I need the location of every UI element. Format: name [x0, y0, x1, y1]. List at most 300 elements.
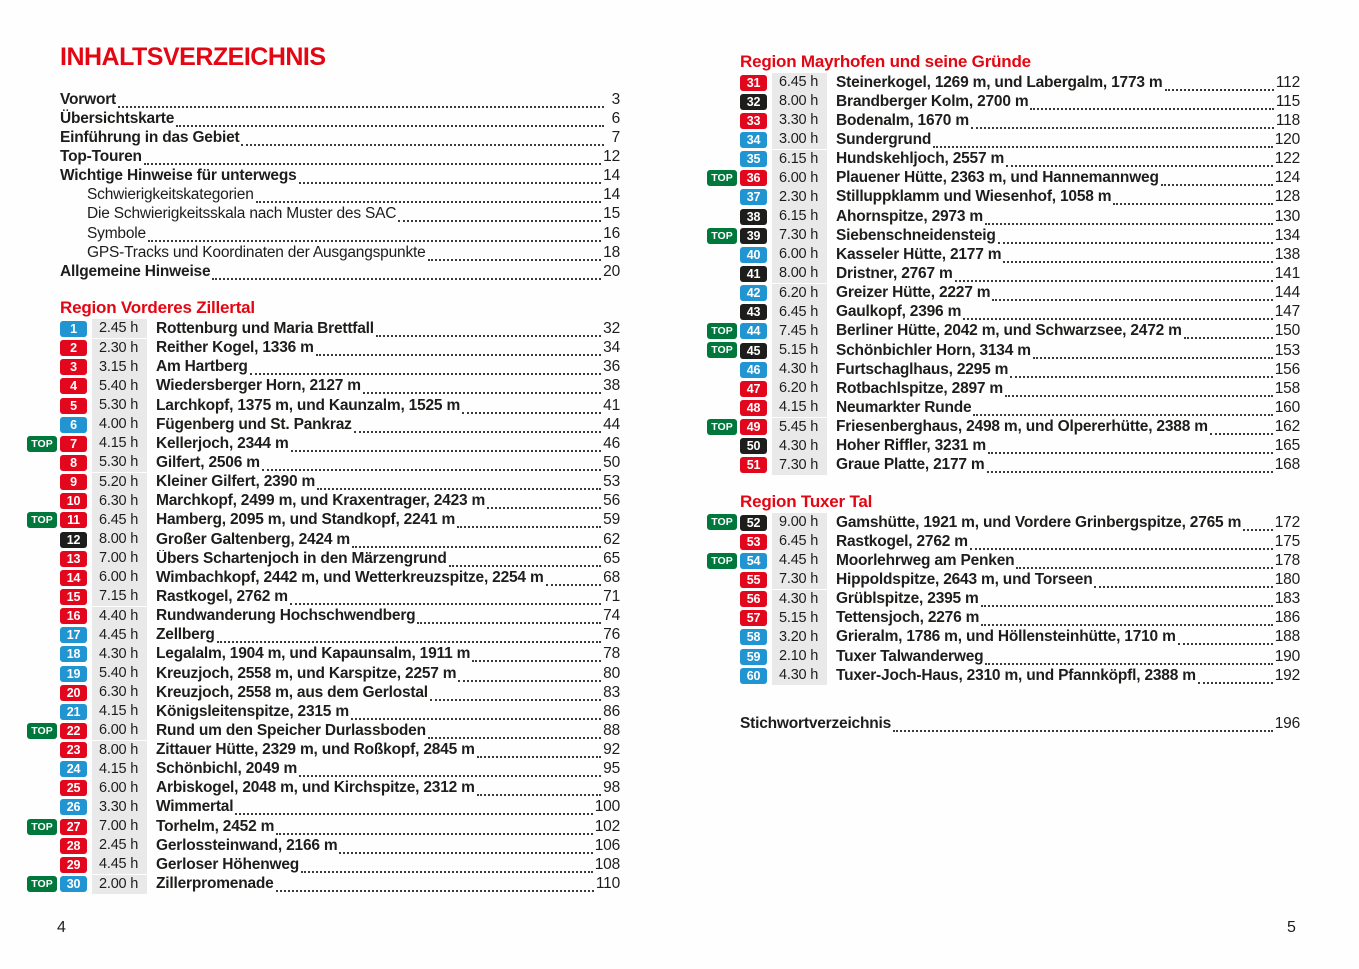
tour-row — [740, 532, 1300, 551]
tour-title: Gilfert, 2506 m — [156, 453, 260, 471]
leader-dots — [212, 264, 601, 280]
leader-dots — [417, 608, 601, 624]
leader-dots — [1184, 323, 1273, 339]
tour-page-number: 95 — [603, 760, 620, 778]
tour-duration: 2.30 h — [772, 188, 827, 207]
tour-row — [740, 284, 1300, 303]
toc-entry-page-number: 14 — [603, 186, 620, 204]
tour-title: Friesenberghaus, 2498 m, und Olpererhütte, 2388 m — [836, 418, 1208, 436]
tour-page-number: 46 — [603, 434, 620, 452]
tour-page-number: 183 — [1274, 590, 1300, 608]
tour-duration: 6.00 h — [92, 721, 147, 740]
top-badge: TOP — [707, 342, 737, 358]
tour-number-badge: 2 — [60, 340, 87, 356]
index-page-number: 196 — [1274, 714, 1300, 732]
tour-row — [60, 855, 620, 874]
tour-duration: 4.45 h — [92, 855, 147, 874]
leader-dots — [398, 206, 601, 222]
tour-row — [60, 798, 620, 817]
tour-page-number: 115 — [1275, 92, 1300, 110]
leader-dots — [351, 704, 601, 720]
tour-number-badge: 17 — [60, 627, 87, 643]
toc-entry-page-number: 18 — [603, 243, 620, 261]
tour-title: Legalalm, 1904 m, und Kapaunsalm, 1911 m — [156, 645, 471, 663]
leader-dots — [1165, 75, 1274, 91]
tour-page-number: 118 — [1275, 111, 1300, 129]
leader-dots — [472, 646, 601, 662]
toc-entry — [60, 147, 620, 166]
toc-entry-label: Allgemeine Hinweise — [60, 262, 211, 280]
tour-number-badge: 57 — [740, 610, 767, 626]
tour-page-number: 186 — [1274, 609, 1300, 627]
tour-row — [711, 322, 1300, 341]
leader-dots — [217, 627, 601, 643]
tour-title: Grieralm, 1786 m, und Höllensteinhütte, 1710 m — [836, 628, 1176, 646]
top-badge: TOP — [707, 419, 737, 435]
leader-dots — [339, 838, 592, 854]
toc-entry — [60, 262, 620, 281]
leader-dots — [317, 474, 601, 490]
tour-page-number: 86 — [603, 702, 620, 720]
tour-row — [31, 434, 620, 453]
tour-page-number: 88 — [603, 721, 620, 739]
toc-entry — [60, 128, 620, 147]
leader-dots — [241, 130, 604, 146]
leader-dots — [1010, 362, 1273, 378]
tour-duration: 3.20 h — [772, 628, 827, 647]
tour-row — [740, 456, 1300, 475]
tour-number-badge: 10 — [60, 493, 87, 509]
tour-duration: 7.30 h — [772, 226, 827, 245]
tour-row — [60, 626, 620, 645]
toc-entry-label: Top-Touren — [60, 147, 142, 165]
leader-dots — [276, 876, 594, 892]
tour-number-badge: 30 — [60, 876, 87, 892]
tour-title: Großer Galtenberg, 2424 m — [156, 530, 350, 548]
tour-page-number: 120 — [1274, 130, 1300, 148]
leader-dots — [430, 685, 601, 701]
leader-dots — [546, 570, 602, 586]
leader-dots — [316, 340, 601, 356]
tour-number-badge: 48 — [740, 400, 767, 416]
leader-dots — [963, 304, 1273, 320]
toc-entry-label: Schwierigkeitskategorien — [87, 186, 254, 204]
tour-duration: 7.15 h — [92, 587, 147, 606]
tour-title: Am Hartberg — [156, 358, 248, 376]
leader-dots — [301, 857, 593, 873]
leader-dots — [299, 761, 601, 777]
leader-dots — [1016, 553, 1272, 569]
tour-page-number: 172 — [1274, 513, 1300, 531]
tour-row — [740, 264, 1300, 283]
tour-duration: 2.10 h — [772, 647, 827, 666]
tour-number-badge: 9 — [60, 474, 87, 490]
toc-entry — [60, 109, 620, 128]
tour-number-badge: 12 — [60, 532, 87, 548]
tour-title: Greizer Hütte, 2227 m — [836, 284, 991, 302]
tour-title: Zittauer Hütte, 2329 m, und Roßkopf, 2845 m — [156, 741, 475, 759]
tour-title: Larchkopf, 1375 m, und Kaunzalm, 1525 m — [156, 396, 461, 414]
leader-dots — [973, 400, 1272, 416]
toc-entry-page-number: 3 — [611, 90, 620, 108]
region-heading: Region Vorderes Zillertal — [60, 298, 255, 318]
tour-row — [60, 587, 620, 606]
tour-duration: 5.30 h — [92, 453, 147, 472]
tour-title: Bodenalm, 1670 m — [836, 111, 969, 129]
sheet-page-number-left: 4 — [57, 919, 66, 936]
tour-page-number: 44 — [603, 415, 620, 433]
tour-row — [711, 551, 1300, 570]
tour-number-badge: 4 — [60, 378, 87, 394]
tour-title: Gaulkopf, 2396 m — [836, 303, 962, 321]
tour-duration: 4.30 h — [92, 645, 147, 664]
tour-page-number: 175 — [1274, 532, 1300, 550]
tour-number-badge: 33 — [740, 113, 767, 129]
tour-duration: 9.00 h — [772, 513, 827, 532]
tour-duration: 6.30 h — [92, 492, 147, 511]
leader-dots — [299, 168, 602, 184]
tour-page-number: 62 — [603, 530, 620, 548]
tour-duration: 6.20 h — [772, 379, 827, 398]
tour-page-number: 168 — [1274, 456, 1300, 474]
tour-duration: 6.45 h — [772, 303, 827, 322]
tour-title: Wiedersberger Horn, 2127 m — [156, 377, 361, 395]
leader-dots — [1198, 668, 1273, 684]
tour-page-number: 162 — [1274, 418, 1300, 436]
tour-title: Ahornspitze, 2973 m — [836, 207, 983, 225]
leader-dots — [457, 512, 601, 528]
left-tour-sections — [31, 298, 620, 893]
right-page-column — [711, 44, 1300, 733]
tour-title: Steinerkogel, 1269 m, und Labergalm, 1773 m — [836, 73, 1163, 91]
tour-page-number: 130 — [1274, 207, 1300, 225]
tour-row — [740, 245, 1300, 264]
tour-page-number: 106 — [594, 836, 620, 854]
tour-row — [60, 473, 620, 492]
tour-row — [740, 437, 1300, 456]
tour-title: Tettensjoch, 2276 m — [836, 609, 980, 627]
leader-dots — [1210, 419, 1273, 435]
tour-title: Moorlehrweg am Penken — [836, 551, 1015, 569]
tour-row — [60, 664, 620, 683]
tour-row — [711, 418, 1300, 437]
tour-row — [60, 530, 620, 549]
tour-row — [31, 511, 620, 530]
leader-dots — [1243, 515, 1273, 531]
tour-row — [740, 360, 1300, 379]
tour-page-number: 108 — [594, 855, 620, 873]
toc-entry — [60, 167, 620, 186]
tour-duration: 7.30 h — [772, 456, 827, 475]
top-badge: TOP — [27, 436, 57, 452]
tour-title: Hundskehljoch, 2557 m — [836, 150, 1005, 168]
tour-number-badge: 41 — [740, 266, 767, 282]
tour-page-number: 112 — [1275, 73, 1300, 91]
tour-title: Fügenberg und St. Pankraz — [156, 415, 352, 433]
tour-row — [60, 760, 620, 779]
tour-title: Hoher Riffler, 3231 m — [836, 437, 986, 455]
tour-number-badge: 27 — [60, 819, 87, 835]
tour-page-number: 38 — [603, 377, 620, 395]
leader-dots — [988, 438, 1273, 454]
leader-dots — [1178, 629, 1273, 645]
tour-page-number: 71 — [603, 587, 620, 605]
tour-title: Kleiner Gilfert, 2390 m — [156, 473, 316, 491]
tour-title: Kreuzjoch, 2558 m, aus dem Gerlostal — [156, 683, 428, 701]
tour-page-number: 98 — [603, 779, 620, 797]
tour-number-badge: 29 — [60, 857, 87, 873]
tour-row — [740, 647, 1300, 666]
leader-dots — [352, 532, 601, 548]
tour-number-badge: 39 — [740, 228, 767, 244]
tour-title: Tuxer Talwanderweg — [836, 647, 984, 665]
left-page-column — [31, 43, 620, 894]
tour-number-badge: 6 — [60, 417, 87, 433]
tour-number-badge: 26 — [60, 799, 87, 815]
tour-number-badge: 51 — [740, 457, 767, 473]
tour-page-number: 158 — [1274, 379, 1300, 397]
tour-title: Gerloser Höhenweg — [156, 855, 300, 873]
tour-duration: 4.30 h — [772, 360, 827, 379]
top-badge: TOP — [27, 723, 57, 739]
tour-duration: 8.00 h — [772, 264, 827, 283]
toc-entry-page-number: 6 — [611, 109, 620, 127]
tour-duration: 6.00 h — [92, 779, 147, 798]
tour-page-number: 147 — [1274, 303, 1300, 321]
top-badge: TOP — [27, 819, 57, 835]
tour-row — [31, 874, 620, 893]
tour-number-badge: 60 — [740, 668, 767, 684]
tour-page-number: 144 — [1274, 284, 1300, 302]
tour-title: Kreuzjoch, 2558 m, und Karspitze, 2257 m — [156, 664, 457, 682]
leader-dots — [144, 149, 601, 165]
tour-duration: 4.30 h — [772, 666, 827, 685]
leader-dots — [477, 780, 601, 796]
leader-dots — [176, 111, 604, 127]
tour-row — [740, 188, 1300, 207]
toc-entry-page-number: 14 — [603, 167, 620, 185]
tour-duration: 7.00 h — [92, 817, 147, 836]
tour-number-badge: 19 — [60, 666, 87, 682]
toc-entry-label: GPS-Tracks und Koordinaten der Ausgangspunkte — [87, 243, 426, 261]
tour-number-badge: 54 — [740, 553, 767, 569]
tour-number-badge: 8 — [60, 455, 87, 471]
tour-page-number: 138 — [1274, 245, 1300, 263]
tour-row — [60, 415, 620, 434]
tour-number-badge: 13 — [60, 551, 87, 567]
tour-number-badge: 16 — [60, 608, 87, 624]
tour-number-badge: 14 — [60, 570, 87, 586]
tour-page-number: 165 — [1274, 437, 1300, 455]
leader-dots — [477, 742, 601, 758]
tour-number-badge: 58 — [740, 629, 767, 645]
leader-dots — [893, 716, 1273, 732]
tour-number-badge: 50 — [740, 438, 767, 454]
leader-dots — [987, 457, 1273, 473]
tour-number-badge: 44 — [740, 323, 767, 339]
tour-row — [740, 570, 1300, 589]
tour-number-badge: 45 — [740, 343, 767, 359]
top-badge: TOP — [707, 228, 737, 244]
tour-title: Arbiskogel, 2048 m, und Kirchspitze, 2312 m — [156, 779, 475, 797]
leader-dots — [118, 92, 604, 108]
tour-number-badge: 56 — [740, 591, 767, 607]
tour-title: Rottenburg und Maria Brettfall — [156, 319, 374, 337]
tour-duration: 5.15 h — [772, 609, 827, 628]
leader-dots — [1113, 189, 1272, 205]
leader-dots — [276, 819, 593, 835]
tour-number-badge: 18 — [60, 646, 87, 662]
tour-title: Hamberg, 2095 m, und Standkopf, 2241 m — [156, 511, 456, 529]
tour-number-badge: 25 — [60, 780, 87, 796]
page-title: INHALTSVERZEICHNIS — [60, 43, 326, 71]
toc-entry-page-number: 16 — [603, 224, 620, 242]
leader-dots — [985, 209, 1273, 225]
tour-row — [60, 339, 620, 358]
tour-number-badge: 53 — [740, 534, 767, 550]
index-entry — [740, 714, 1300, 733]
tour-duration: 4.00 h — [92, 415, 147, 434]
tour-duration: 3.15 h — [92, 358, 147, 377]
tour-number-badge: 24 — [60, 761, 87, 777]
tour-duration: 5.20 h — [92, 473, 147, 492]
tour-duration: 3.30 h — [92, 798, 147, 817]
tour-number-badge: 59 — [740, 649, 767, 665]
leader-dots — [363, 378, 601, 394]
tour-duration: 2.00 h — [92, 875, 147, 894]
tour-duration: 6.15 h — [772, 150, 827, 169]
tour-page-number: 192 — [1274, 666, 1300, 684]
tour-duration: 6.00 h — [772, 169, 827, 188]
tour-duration: 6.45 h — [92, 511, 147, 530]
tour-row — [740, 398, 1300, 417]
tour-page-number: 92 — [603, 741, 620, 759]
toc-entry — [60, 90, 620, 109]
tour-number-badge: 37 — [740, 189, 767, 205]
tour-title: Hippoldspitze, 2643 m, und Torseen — [836, 570, 1093, 588]
tour-title: Grüblspitze, 2395 m — [836, 590, 979, 608]
toc-sub-entry — [60, 224, 620, 243]
tour-row — [740, 150, 1300, 169]
tour-row — [740, 609, 1300, 628]
tour-duration: 7.00 h — [92, 549, 147, 568]
tour-row — [740, 379, 1300, 398]
tour-number-badge: 3 — [60, 359, 87, 375]
tour-title: Rastkogel, 2762 m — [836, 532, 968, 550]
leader-dots — [376, 321, 601, 337]
tour-row — [60, 741, 620, 760]
tour-number-badge: 47 — [740, 381, 767, 397]
tour-title: Schönbichl, 2049 m — [156, 760, 298, 778]
top-badge: TOP — [707, 323, 737, 339]
tour-duration: 4.30 h — [772, 590, 827, 609]
tour-row — [740, 207, 1300, 226]
toc-sub-entry — [60, 186, 620, 205]
tour-duration: 6.00 h — [92, 568, 147, 587]
tour-number-badge: 23 — [60, 742, 87, 758]
region-heading: Region Tuxer Tal — [740, 491, 873, 511]
tour-number-badge: 31 — [740, 75, 767, 91]
tour-duration: 2.45 h — [92, 319, 147, 338]
tour-title: Wimmertal — [156, 798, 234, 816]
tour-number-badge: 46 — [740, 362, 767, 378]
leader-dots — [981, 591, 1273, 607]
tour-duration: 4.15 h — [92, 702, 147, 721]
leader-dots — [290, 589, 601, 605]
sheet-page-number-right: 5 — [1287, 919, 1296, 936]
tour-title: Übers Schartenjoch in den Märzengrund — [156, 549, 447, 567]
leader-dots — [955, 266, 1273, 282]
leader-dots — [1033, 343, 1273, 359]
tour-row — [740, 111, 1300, 130]
tour-row — [60, 492, 620, 511]
tour-duration: 4.40 h — [92, 607, 147, 626]
tour-duration: 4.15 h — [772, 398, 827, 417]
tour-row — [60, 836, 620, 855]
tour-title: Sundergrund — [836, 130, 932, 148]
tour-page-number: 50 — [603, 453, 620, 471]
tour-duration: 5.45 h — [772, 418, 827, 437]
tour-page-number: 153 — [1274, 341, 1300, 359]
tour-row — [60, 396, 620, 415]
tour-row — [31, 721, 620, 740]
tour-page-number: 41 — [603, 396, 620, 414]
leader-dots — [985, 649, 1272, 665]
tour-row — [740, 628, 1300, 647]
toc-entry-label: Einführung in das Gebiet — [60, 128, 240, 146]
leader-dots — [250, 359, 601, 375]
tour-title: Gerlossteinwand, 2166 m — [156, 836, 338, 854]
tour-row — [60, 645, 620, 664]
tour-duration: 6.45 h — [772, 532, 827, 551]
top-badge: TOP — [707, 553, 737, 569]
tour-number-badge: 40 — [740, 247, 767, 263]
tour-duration: 2.30 h — [92, 339, 147, 358]
tour-row — [740, 590, 1300, 609]
tour-row — [740, 303, 1300, 322]
tour-page-number: 141 — [1274, 264, 1300, 282]
tour-row — [60, 319, 620, 338]
tour-title: Schönbichler Horn, 3134 m — [836, 341, 1031, 359]
tour-duration: 6.20 h — [772, 284, 827, 303]
top-badge: TOP — [707, 170, 737, 186]
leader-dots — [458, 666, 601, 682]
tour-page-number: 78 — [603, 645, 620, 663]
index-label: Stichwortverzeichnis — [740, 714, 892, 732]
tour-page-number: 100 — [594, 798, 620, 816]
leader-dots — [981, 610, 1273, 626]
tour-number-badge: 34 — [740, 132, 767, 148]
tour-duration: 5.15 h — [772, 341, 827, 360]
tour-number-badge: 7 — [60, 436, 87, 452]
tour-title: Rund um den Speicher Durlassboden — [156, 721, 426, 739]
tour-title: Rotbachlspitze, 2897 m — [836, 379, 1004, 397]
leader-dots — [462, 398, 601, 414]
tour-number-badge: 52 — [740, 515, 767, 531]
tour-duration: 8.00 h — [92, 741, 147, 760]
tour-page-number: 190 — [1274, 647, 1300, 665]
tour-title: Kasseler Hütte, 2177 m — [836, 245, 1002, 263]
tour-title: Gamshütte, 1921 m, und Vordere Grinbergspitze, 2765 m — [836, 513, 1242, 531]
tour-title: Stilluppklamm und Wiesenhof, 1058 m — [836, 188, 1112, 206]
tour-duration: 2.45 h — [92, 836, 147, 855]
tour-title: Neumarkter Runde — [836, 398, 972, 416]
leader-dots — [1161, 170, 1273, 186]
leader-dots — [256, 187, 602, 203]
leader-dots — [148, 226, 601, 242]
tour-title: Graue Platte, 2177 m — [836, 456, 985, 474]
tour-number-badge: 55 — [740, 572, 767, 588]
